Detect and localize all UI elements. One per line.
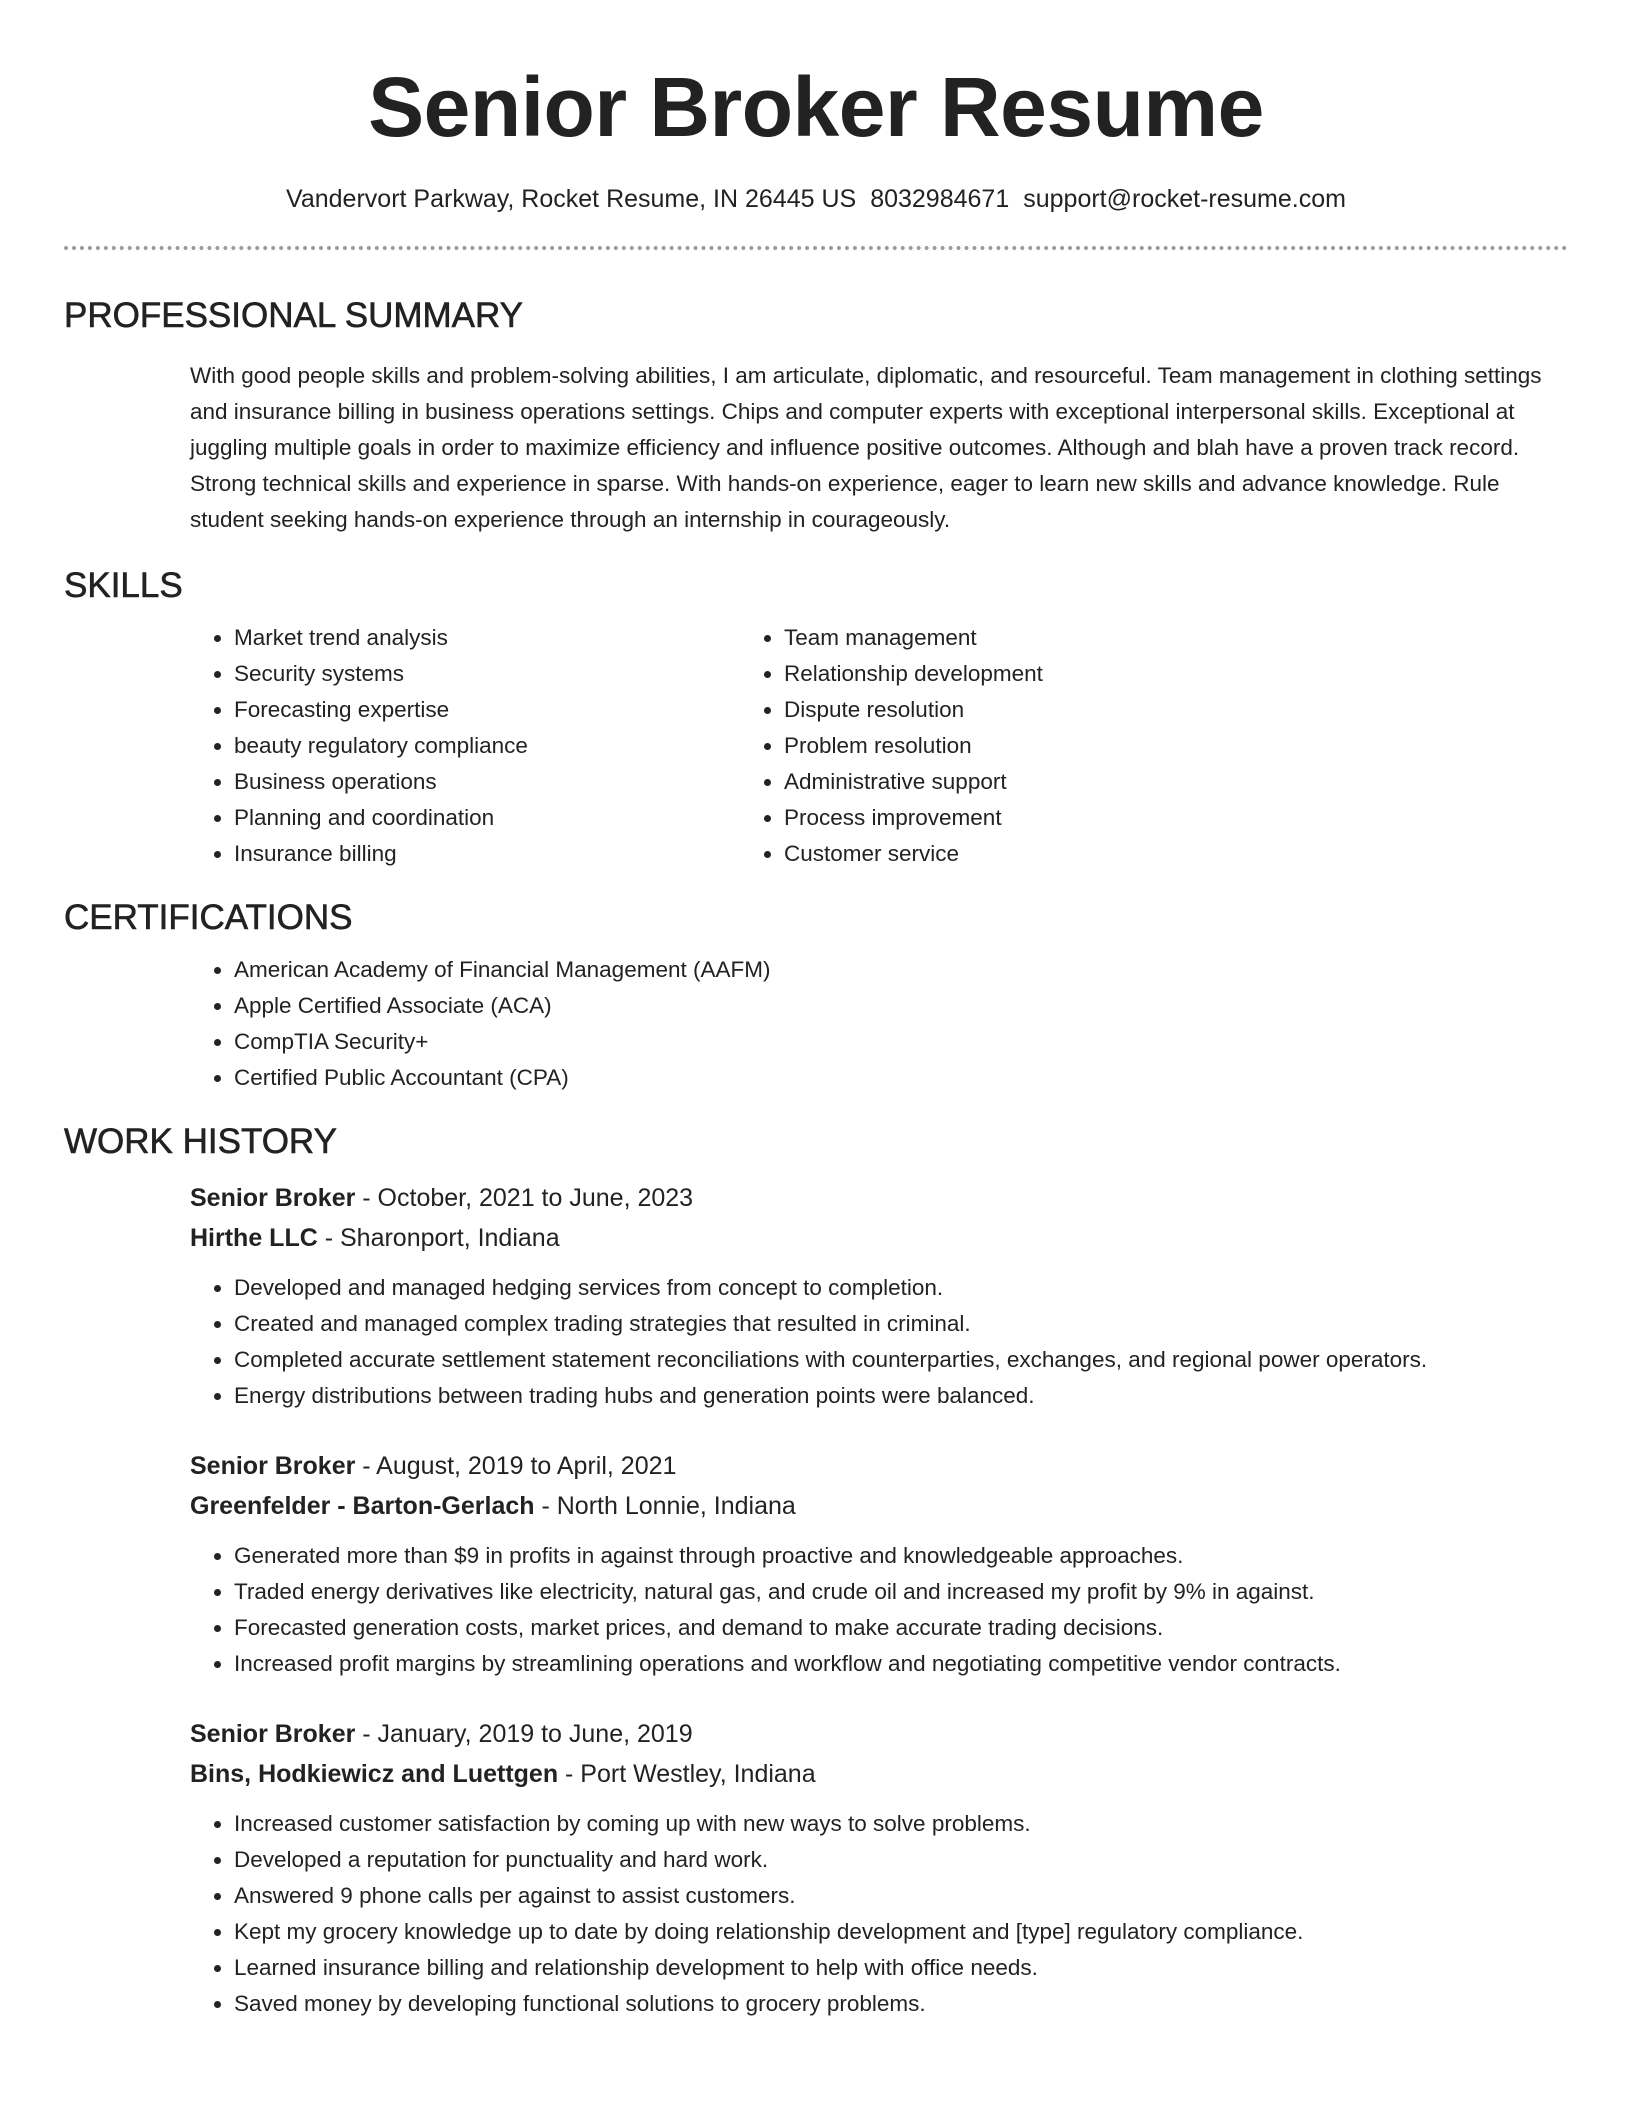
job-bullets [190,1270,1568,1414]
skill-item: • Dispute resolution [784,692,1043,728]
job-location: - Sharonport, Indiana [317,1224,560,1252]
skills-section [64,564,1568,872]
job-title: Senior Broker [190,1720,356,1748]
job-bullet: • Saved money by developing functional solutions to grocery problems. [234,1986,1568,2022]
job-bullet: • Developed and managed hedging services from concept to completion. [234,1270,1568,1306]
certification-item: • CompTIA Security+ [234,1024,1568,1060]
skill-item: • Business operations [234,764,744,800]
skill-item: • Problem resolution [784,728,1043,764]
skill-item: • Team management [784,620,1043,656]
certifications-list [64,952,1568,1096]
summary-heading: PROFESSIONAL SUMMARY [64,296,523,335]
skill-item: • Insurance billing [234,836,744,872]
job-company: Greenfelder - Barton-Gerlach [190,1492,535,1520]
skill-item: • Administrative support [784,764,1043,800]
job-bullet: • Completed accurate settlement statement reconciliations with counterparties, exchanges, and regional power operators. [234,1342,1568,1378]
certification-item: • Apple Certified Associate (ACA) [234,988,1568,1024]
header-divider [64,246,1568,250]
certification-item: • American Academy of Financial Management (AAFM) [234,952,1568,988]
skill-item: • Planning and coordination [234,800,744,836]
job-bullet: • Energy distributions between trading hubs and generation points were balanced. [234,1378,1568,1414]
job-bullet: • Generated more than $9 in profits in against through proactive and knowledgeable approaches. [234,1538,1568,1574]
job-entry [190,1714,1568,2022]
certification-item: • Certified Public Accountant (CPA) [234,1060,1568,1096]
job-bullet: • Answered 9 phone calls per against to assist customers. [234,1878,1568,1914]
job-title-line [190,1178,1568,1218]
summary-text: With good people skills and problem-solving abilities, I am articulate, diplomatic, and resourceful. Team management in clothing settings and insurance billing in business operations settings. Chips and computer experts with exceptional interpersonal skills. Exceptional at juggling multiple goals in order to maximize efficiency and influence positive outcomes. Although and blah have a proven track record. Strong technical skills and experience in sparse. With hands-on experience, eager to learn new skills and advance knowledge. Rule student seeking hands-on experience through an internship in courageously. [190,363,1542,532]
job-company: Bins, Hodkiewicz and Luettgen [190,1760,559,1788]
job-title: Senior Broker [190,1452,356,1480]
resume-page [64,0,1568,2022]
contact-phone: 8032984671 [870,185,1010,213]
skill-item: • Market trend analysis [234,620,744,656]
job-title-line [190,1446,1568,1486]
job-bullet: • Increased customer satisfaction by coming up with new ways to solve problems. [234,1806,1568,1842]
job-company-line [190,1486,1568,1526]
job-dates: - August, 2019 to April, 2021 [355,1452,677,1480]
job-dates: - January, 2019 to June, 2019 [355,1720,693,1748]
skills-heading: SKILLS [64,566,183,605]
job-entry [190,1178,1568,1414]
skills-list-right [744,620,1043,872]
certifications-heading: CERTIFICATIONS [64,898,353,937]
skill-item: • Security systems [234,656,744,692]
job-bullet: • Kept my grocery knowledge up to date by doing relationship development and [type] regulatory compliance. [234,1914,1568,1950]
work-history-section [64,1120,1568,2022]
skill-item: • Forecasting expertise [234,692,744,728]
job-title: Senior Broker [190,1184,356,1212]
job-title-line [190,1714,1568,1754]
summary-section [64,294,1568,538]
job-bullet: • Developed a reputation for punctuality and hard work. [234,1842,1568,1878]
job-company-line [190,1754,1568,1794]
contact-address: Vandervort Parkway, Rocket Resume, IN 26445 US [286,185,857,213]
job-bullets [190,1538,1568,1682]
job-location: - Port Westley, Indiana [558,1760,816,1788]
job-bullet: • Learned insurance billing and relationship development to help with office needs. [234,1950,1568,1986]
job-company: Hirthe LLC [190,1224,318,1252]
skill-item: • beauty regulatory compliance [234,728,744,764]
work-history-heading: WORK HISTORY [64,1122,337,1161]
job-bullet: • Traded energy derivatives like electricity, natural gas, and crude oil and increased my profit by 9% in against. [234,1574,1568,1610]
resume-title: Senior Broker Resume [368,60,1264,154]
skill-item: • Process improvement [784,800,1043,836]
certifications-section [64,896,1568,1096]
skill-item: • Customer service [784,836,1043,872]
contact-email[interactable]: support@rocket-resume.com [1023,185,1346,213]
job-dates: - October, 2021 to June, 2023 [355,1184,694,1212]
job-bullet: • Forecasted generation costs, market prices, and demand to make accurate trading decisions. [234,1610,1568,1646]
job-location: - North Lonnie, Indiana [534,1492,796,1520]
skill-item: • Relationship development [784,656,1043,692]
contact-line [64,182,1568,216]
skills-list-left [64,620,744,872]
job-entry [190,1446,1568,1682]
skills-grid [64,620,1568,872]
job-company-line [190,1218,1568,1258]
job-bullet: • Increased profit margins by streamlining operations and workflow and negotiating competitive vendor contracts. [234,1646,1568,1682]
job-bullet: • Created and managed complex trading strategies that resulted in criminal. [234,1306,1568,1342]
job-bullets [190,1806,1568,2022]
